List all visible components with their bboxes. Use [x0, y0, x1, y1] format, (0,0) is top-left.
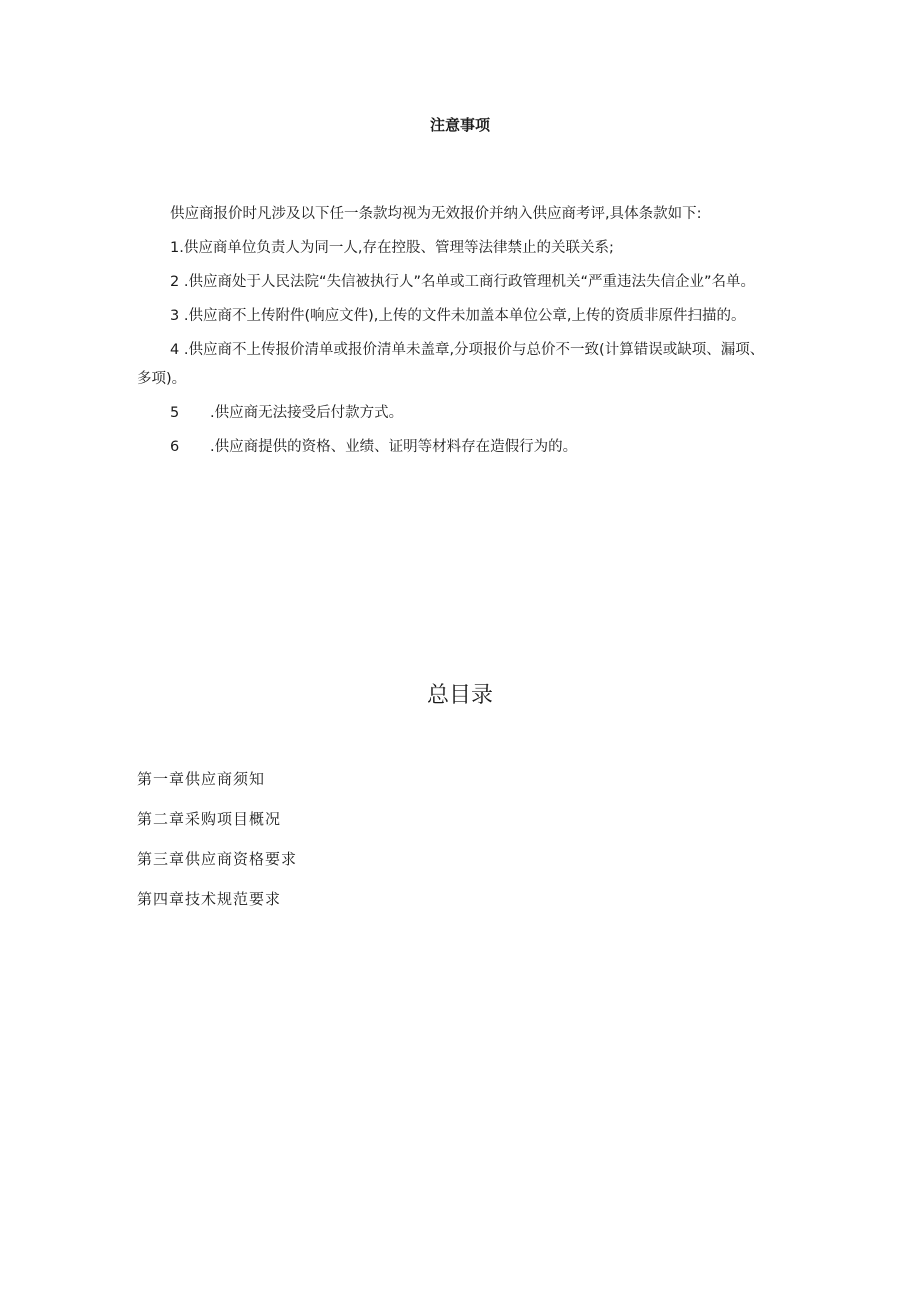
notice-item-number: 6: [170, 439, 180, 455]
notice-item-text: .供应商不上传附件(响应文件),上传的文件未加盖本单位公章,上传的资质非原件扫描的。: [183, 308, 746, 324]
toc-item-chapter-3: 第三章供应商资格要求: [137, 850, 298, 868]
notice-item-5: [137, 399, 777, 428]
toc-item-chapter-4: 第四章技术规范要求: [137, 890, 282, 908]
notice-item-6: [137, 433, 777, 462]
notice-item-number: 3: [170, 308, 180, 324]
notice-item-number: 2: [170, 274, 180, 290]
toc-title: 总目录: [426, 683, 493, 708]
notice-item-1: [137, 234, 777, 263]
notice-item-text: .供应商提供的资格、业绩、证明等材料存在造假行为的。: [210, 439, 578, 455]
notice-body: [137, 200, 777, 467]
notice-item-text: .供应商处于人民法院“失信被执行人”名单或工商行政管理机关“严重违法失信企业”名单。: [183, 274, 755, 290]
notice-intro: 供应商报价时凡涉及以下任一条款均视为无效报价并纳入供应商考评,具体条款如下:: [170, 206, 702, 222]
notice-item-4: [137, 336, 777, 394]
toc-item-chapter-2: 第二章采购项目概况: [137, 810, 282, 828]
toc-item-chapter-1: 第一章供应商须知: [137, 770, 266, 788]
notice-item-number: 5: [170, 405, 180, 421]
notice-item-number: 4: [170, 342, 180, 358]
notice-title: 注意事项: [429, 116, 490, 134]
notice-item-text: .供应商无法接受后付款方式。: [210, 405, 404, 421]
toc-list: [137, 764, 297, 924]
notice-item-text: .供应商不上传报价清单或报价清单未盖章,分项报价与总价不一致(计算错误或缺项、漏项、多项)。: [137, 342, 765, 387]
notice-item-2: [137, 268, 777, 297]
notice-item-3: [137, 302, 777, 331]
notice-item-text: 1.供应商单位负责人为同一人,存在控股、管理等法律禁止的关联关系;: [170, 240, 614, 256]
